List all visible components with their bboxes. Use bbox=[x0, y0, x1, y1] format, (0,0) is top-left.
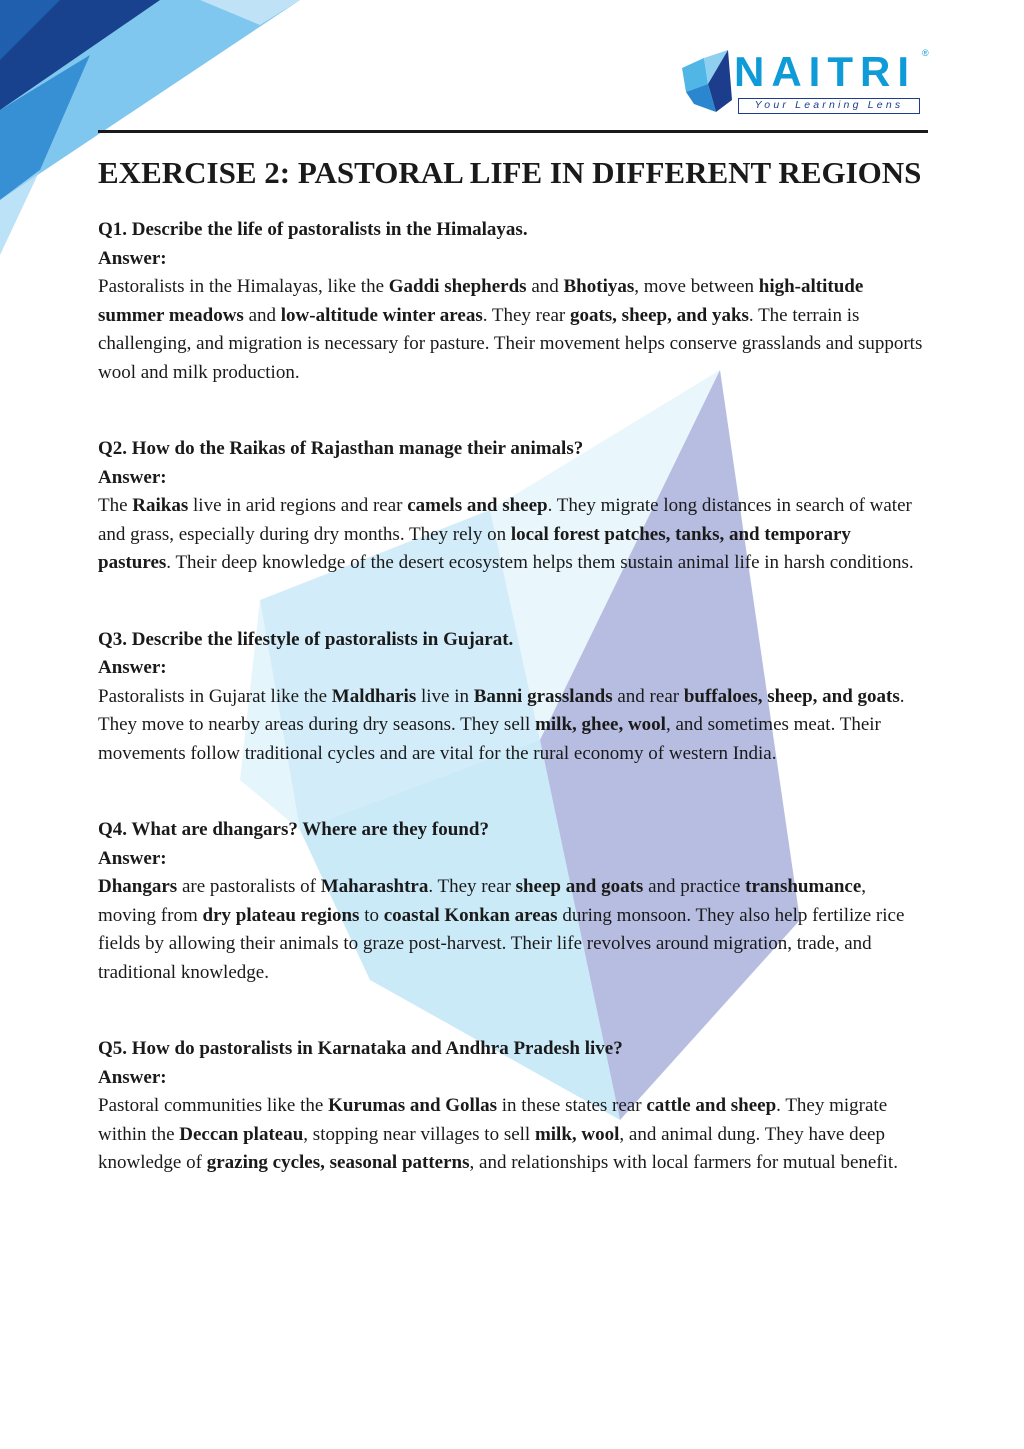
answer-text bbox=[98, 273, 928, 387]
answer-keyword: milk, wool bbox=[534, 1123, 620, 1145]
answer-segment: , moving from bbox=[98, 876, 867, 926]
registered-mark: ® bbox=[922, 48, 929, 58]
answer-segment: live in bbox=[416, 685, 474, 707]
answer-text bbox=[98, 1092, 928, 1178]
answer-keyword: Gaddi shepherds bbox=[388, 276, 527, 297]
answer-segment: live in arid regions and rear bbox=[188, 495, 408, 516]
answer-segment: and bbox=[243, 304, 281, 326]
brand-name: NAITRI bbox=[734, 48, 916, 95]
question-text: Q3. Describe the lifestyle of pastoralists in Gujarat. bbox=[98, 628, 514, 650]
brand-tagline: Your Learning Lens bbox=[738, 98, 920, 114]
answer-keyword: Maharashtra bbox=[320, 876, 429, 897]
question-text: Q4. What are dhangars? Where are they found? bbox=[98, 819, 489, 840]
answer-keyword: Kurumas and Gollas bbox=[328, 1095, 498, 1116]
answer-keyword: buffaloes, sheep, and goats bbox=[683, 685, 900, 707]
answer-label: Answer: bbox=[98, 847, 167, 869]
answer-segment: , and relationships with local farmers for mutual benefit. bbox=[469, 1152, 898, 1173]
answer-keyword: Raikas bbox=[132, 495, 189, 516]
answer-segment: . They move to nearby areas during dry seasons. They sell bbox=[98, 685, 905, 735]
answer-label: Answer: bbox=[98, 1066, 167, 1088]
answer-keyword: coastal Konkan areas bbox=[383, 904, 558, 926]
question-text: Q5. How do pastoralists in Karnataka and Andhra Pradesh live? bbox=[98, 1038, 623, 1059]
answer-keyword: grazing cycles, seasonal patterns bbox=[206, 1152, 470, 1173]
qa-list bbox=[98, 216, 928, 1178]
question-text: Q2. How do the Raikas of Rajasthan manage their animals? bbox=[98, 438, 584, 459]
document-body bbox=[98, 152, 928, 1226]
qa-item bbox=[98, 626, 928, 769]
answer-segment: Pastoral communities like the bbox=[98, 1095, 329, 1116]
answer-keyword: local forest patches, tanks, and temporary pastures bbox=[98, 523, 851, 573]
answer-label: Answer: bbox=[98, 247, 167, 269]
answer-segment: and practice bbox=[643, 876, 746, 897]
origami-bird-icon bbox=[682, 50, 732, 112]
answer-segment: . The terrain is challenging, and migration is necessary for pasture. Their movement helps conserve grasslands and supports wool and milk production. bbox=[98, 304, 923, 383]
answer-label: Answer: bbox=[98, 657, 167, 678]
answer-keyword: milk, ghee, wool bbox=[535, 714, 666, 735]
qa-item bbox=[98, 816, 928, 987]
answer-segment: to bbox=[359, 904, 384, 926]
answer-segment: during monsoon. They also help fertilize rice fields by allowing their animals to graze post-harvest. Their life revolves around migration, trade, and traditional knowledge. bbox=[98, 904, 905, 983]
answer-keyword: transhumance bbox=[745, 876, 862, 897]
answer-keyword: Dhangars bbox=[98, 876, 178, 897]
answer-segment: . They rear bbox=[482, 304, 570, 326]
answer-keyword: Maldharis bbox=[331, 685, 417, 707]
answer-text bbox=[98, 492, 928, 578]
answer-segment: The bbox=[98, 495, 133, 516]
answer-segment: . They migrate within the bbox=[98, 1095, 888, 1145]
header-rule bbox=[98, 130, 928, 133]
answer-segment: . They migrate long distances in search of water and grass, especially during dry months. They rely on bbox=[98, 495, 912, 545]
answer-keyword: cattle and sheep bbox=[646, 1095, 777, 1116]
answer-segment: , and sometimes meat. Their movements follow traditional cycles and are vital for the rural economy of western India. bbox=[98, 714, 881, 764]
answer-segment: . They rear bbox=[428, 876, 516, 897]
answer-segment: in these states rear bbox=[497, 1095, 647, 1116]
answer-segment: , move between bbox=[634, 276, 759, 297]
question-text: Q1. Describe the life of pastoralists in the Himalayas. bbox=[98, 219, 528, 240]
answer-keyword: camels and sheep bbox=[407, 495, 548, 516]
answer-segment: , and animal dung. They have deep knowledge of bbox=[98, 1123, 885, 1173]
answer-keyword: Deccan plateau bbox=[179, 1123, 304, 1145]
qa-item bbox=[98, 216, 928, 387]
answer-segment: , stopping near villages to sell bbox=[303, 1123, 535, 1145]
answer-keyword: high-altitude summer meadows bbox=[98, 276, 864, 326]
answer-text bbox=[98, 683, 928, 769]
page-title: EXERCISE 2: PASTORAL LIFE IN DIFFERENT REGIONS bbox=[98, 155, 922, 190]
qa-item bbox=[98, 1035, 928, 1178]
answer-keyword: Bhotiyas bbox=[563, 276, 635, 297]
answer-keyword: dry plateau regions bbox=[202, 904, 360, 926]
answer-segment: Pastoralists in the Himalayas, like the bbox=[98, 276, 389, 297]
answer-keyword: low-altitude winter areas bbox=[280, 304, 483, 326]
answer-segment: . Their deep knowledge of the desert ecosystem helps them sustain animal life in harsh conditions. bbox=[166, 552, 914, 573]
qa-item bbox=[98, 435, 928, 578]
answer-segment: are pastoralists of bbox=[177, 876, 321, 897]
answer-keyword: goats, sheep, and yaks bbox=[569, 304, 749, 326]
answer-segment: and bbox=[526, 276, 564, 297]
answer-segment: and rear bbox=[612, 685, 684, 707]
answer-label: Answer: bbox=[98, 466, 167, 488]
answer-segment: Pastoralists in Gujarat like the bbox=[98, 685, 332, 707]
answer-text bbox=[98, 873, 928, 987]
answer-keyword: sheep and goats bbox=[515, 876, 644, 897]
brand-logo bbox=[682, 48, 932, 120]
answer-keyword: Banni grasslands bbox=[473, 685, 613, 707]
